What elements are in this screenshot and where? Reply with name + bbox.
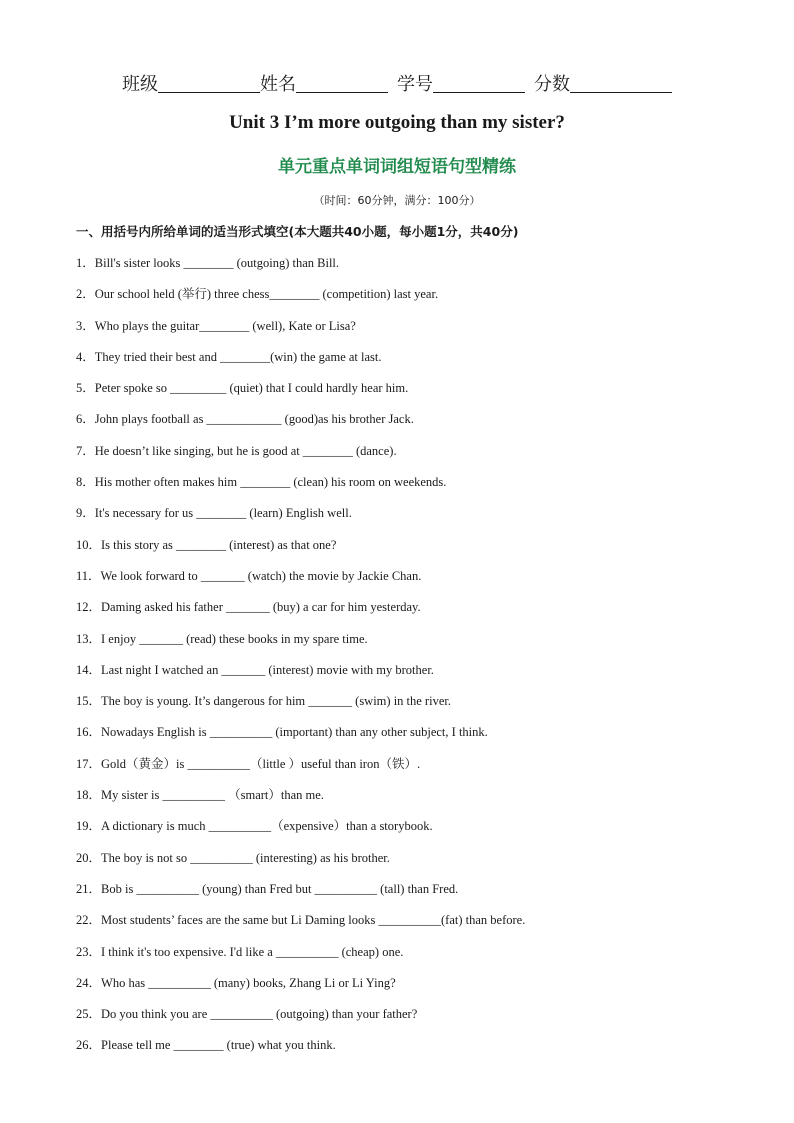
question-item xyxy=(76,879,736,910)
question-number: 26． xyxy=(76,1038,102,1053)
question-number: 11． xyxy=(76,568,101,583)
question-number: 1． xyxy=(76,256,95,270)
question-number: 24． xyxy=(76,975,102,990)
question-text: Is this story as ________ (interest) as that one? xyxy=(101,537,337,552)
question-text: Please tell me ________ (true) what you think. xyxy=(101,1038,336,1053)
question-text: Most students’ faces are the same but Li Daming looks __________(fat) than before. xyxy=(101,913,526,928)
question-text: We look forward to _______ (watch) the movie by Jackie Chan. xyxy=(100,568,422,583)
question-item xyxy=(76,1004,736,1035)
question-item xyxy=(76,722,736,753)
question-text: Peter spoke so _________ (quiet) that I could hardly hear him. xyxy=(94,381,409,396)
name-blank xyxy=(296,74,388,93)
question-number: 6． xyxy=(76,412,95,427)
question-item xyxy=(76,378,736,409)
question-item xyxy=(76,848,736,879)
question-number: 8． xyxy=(76,475,95,490)
question-item xyxy=(76,660,736,691)
question-number: 13． xyxy=(76,631,102,646)
question-item xyxy=(76,910,736,941)
question-item xyxy=(76,566,736,597)
student-info-header xyxy=(0,70,794,96)
question-item xyxy=(76,441,736,472)
question-item xyxy=(76,754,736,785)
question-item xyxy=(76,973,736,1004)
question-number: 18． xyxy=(76,788,102,803)
question-number: 21． xyxy=(76,881,102,896)
question-text: His mother often makes him ________ (clean) his room on weekends. xyxy=(94,475,447,490)
question-text: He doesn’t like singing, but he is good at ________ (dance). xyxy=(94,443,397,458)
question-text: The boy is not so __________ (interesting) as his brother. xyxy=(101,850,390,865)
question-item xyxy=(76,816,736,847)
question-number: 2． xyxy=(76,287,95,302)
class-blank xyxy=(158,74,260,93)
question-text: Our school held (举行) three chess________ (competition) last year. xyxy=(94,287,439,302)
question-number: 22． xyxy=(76,913,102,928)
question-text: I think it's too expensive. I'd like a __________ (cheap) one. xyxy=(101,944,404,959)
question-item xyxy=(76,472,736,503)
question-text: Who plays the guitar________ (well), Kate or Lisa? xyxy=(94,318,356,333)
question-number: 16． xyxy=(76,725,102,740)
question-text: Do you think you are __________ (outgoing) than your father? xyxy=(101,1007,418,1022)
question-list xyxy=(76,253,736,1067)
question-text: Nowadays English is __________ (important) than any other subject, I think. xyxy=(101,725,488,740)
question-text: Bob is __________ (young) than Fred but __________ (tall) than Fred. xyxy=(101,881,459,896)
student-no-blank xyxy=(433,74,525,93)
question-item xyxy=(76,503,736,534)
question-text: Last night I watched an _______ (interest) movie with my brother. xyxy=(101,662,434,677)
section-heading: 一、用括号内所给单词的适当形式填空(本大题共40小题，每小题1分，共40分) xyxy=(76,224,519,239)
question-number: 20． xyxy=(76,850,102,865)
question-item xyxy=(76,409,736,440)
question-text: A dictionary is much __________（expensive）than a storybook. xyxy=(101,819,433,834)
question-number: 3． xyxy=(76,318,95,333)
question-text: My sister is __________ （smart）than me. xyxy=(101,788,324,803)
question-text: The boy is young. It’s dangerous for him _______ (swim) in the river. xyxy=(101,694,451,709)
question-number: 19． xyxy=(76,819,102,834)
question-text: John plays football as ____________ (good)as his brother Jack. xyxy=(94,412,414,427)
question-text: Daming asked his father _______ (buy) a car for him yesterday. xyxy=(101,600,421,615)
question-number: 14． xyxy=(76,662,102,677)
question-text: It's necessary for us ________ (learn) English well. xyxy=(94,506,352,521)
question-number: 17． xyxy=(76,756,102,771)
name-label: 姓名 xyxy=(260,74,296,94)
question-item xyxy=(76,597,736,628)
time-note: （时间：60分钟，满分：100分） xyxy=(313,194,481,207)
question-item xyxy=(76,316,736,347)
question-text: I enjoy _______ (read) these books in my spare time. xyxy=(101,631,368,646)
question-number: 25． xyxy=(76,1007,102,1022)
question-item xyxy=(76,1035,736,1066)
question-item xyxy=(76,535,736,566)
question-number: 15． xyxy=(76,694,102,709)
question-text: They tried their best and ________(win) the game at last. xyxy=(94,349,382,364)
question-item xyxy=(76,785,736,816)
score-label: 分数 xyxy=(534,74,570,94)
question-number: 9． xyxy=(76,506,95,521)
question-number: 23． xyxy=(76,944,102,959)
question-item xyxy=(76,629,736,660)
page-subtitle: 单元重点单词词组短语句型精练 xyxy=(278,157,516,177)
question-number: 10． xyxy=(76,537,102,552)
question-number: 7． xyxy=(76,443,95,458)
page-title: Unit 3 I’m more outgoing than my sister? xyxy=(229,112,565,133)
question-item xyxy=(76,253,736,284)
question-item xyxy=(76,284,736,315)
class-label: 班级 xyxy=(122,74,158,94)
question-text: Gold（黄金）is __________（little ）useful than iron（铁）. xyxy=(101,756,421,771)
student-no-label: 学号 xyxy=(397,74,433,94)
question-text: Who has __________ (many) books, Zhang Li or Li Ying? xyxy=(101,975,396,990)
question-number: 12． xyxy=(76,600,102,615)
question-item xyxy=(76,347,736,378)
question-item xyxy=(76,942,736,973)
question-number: 5． xyxy=(76,381,95,396)
score-blank xyxy=(570,74,672,93)
question-text: Bill's sister looks ________ (outgoing) than Bill. xyxy=(94,256,340,270)
question-number: 4． xyxy=(76,349,95,364)
question-item xyxy=(76,691,736,722)
